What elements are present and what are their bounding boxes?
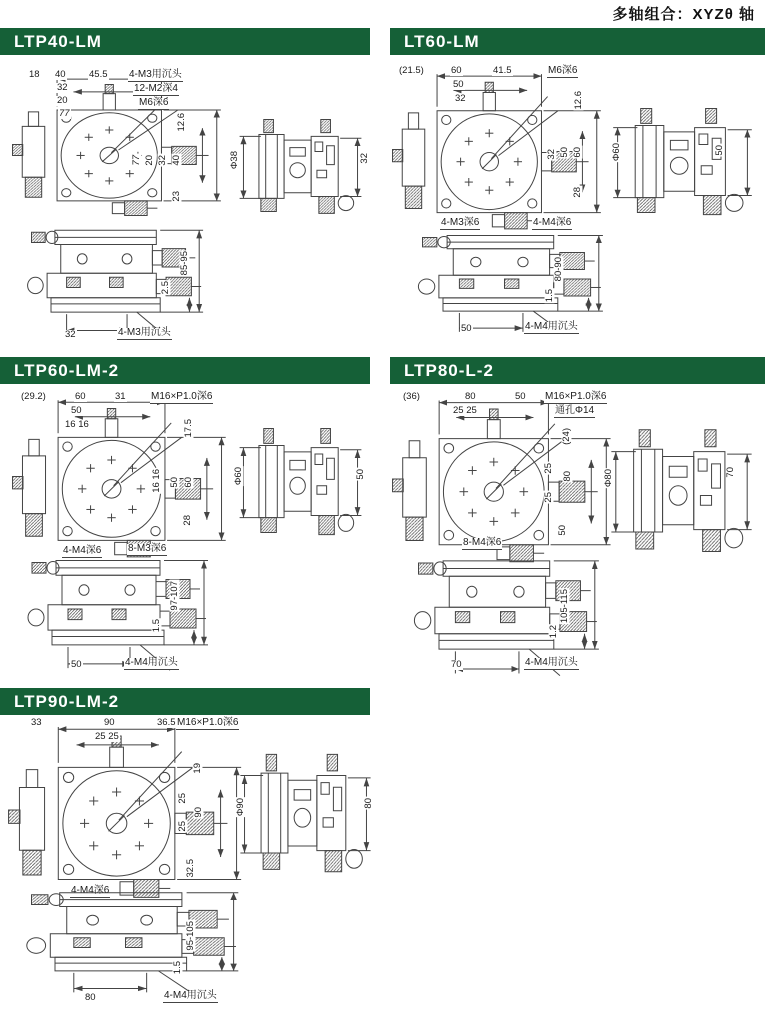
ltp40-front-drawing — [12, 222, 207, 350]
dim-label: 80 — [562, 471, 573, 482]
dim-label: 50 — [71, 405, 82, 416]
ltp80-side-drawing — [598, 420, 765, 560]
dim-label: 32.5 — [185, 859, 196, 878]
dim-label: 80-90 — [553, 257, 564, 282]
dim-label: 32 — [157, 155, 168, 166]
dim-label: 40 — [171, 155, 182, 166]
callout-label: 4-M4深6 — [533, 217, 572, 228]
lt60-side-drawing — [600, 100, 765, 222]
dim-label: 1.5 — [544, 289, 555, 303]
callout-label: 通孔Φ14 — [555, 405, 595, 416]
dim-label: 60 — [75, 391, 86, 402]
callout-label: M6深6 — [139, 97, 169, 108]
dim-label: 36.5 — [157, 717, 176, 728]
dim-label: 25 — [177, 821, 188, 832]
dim-label: 20 — [144, 155, 155, 166]
dim-label: 77 — [59, 108, 70, 119]
lt60-front-view — [402, 228, 607, 346]
ltp40-side-drawing — [228, 112, 373, 220]
ltp40-front-view — [12, 222, 207, 350]
ltp90-side-view — [228, 745, 383, 880]
callout-label: M16×P1.0深6 — [151, 391, 213, 402]
callout-label: 4-M3用沉头 — [129, 69, 182, 80]
dim-label: (24) — [561, 428, 572, 445]
dim-label: 16 16 — [151, 469, 162, 493]
callout-label: 4-M4用沉头 — [525, 321, 578, 332]
callout-label: M6深6 — [548, 65, 578, 76]
dim-label: 70 — [725, 467, 736, 478]
dim-label: 97-107 — [169, 581, 180, 611]
dim-label: 60 — [451, 65, 462, 76]
dim-label: 50 — [355, 469, 366, 480]
dim-label: 45.5 — [89, 69, 108, 80]
dim-label: 40 — [55, 69, 66, 80]
dim-label: 70 — [451, 659, 462, 670]
section-header-ltp40: LTP40-LM — [0, 28, 370, 55]
dim-label: 50 — [461, 323, 472, 334]
dim-label: 25 — [543, 492, 554, 503]
dim-label: 50 — [71, 659, 82, 670]
dim-label: 50 — [453, 79, 464, 90]
dim-label: 60 — [572, 147, 583, 158]
section-header-ltp60: LTP60-LM-2 — [0, 357, 370, 384]
callout-label: 4-M4用沉头 — [164, 990, 217, 1001]
ltp60-front-drawing — [12, 552, 212, 684]
dim-label: 28 — [182, 515, 193, 526]
dim-label: 25 — [543, 463, 554, 474]
dim-label: 90 — [193, 807, 204, 818]
dim-label: 12.6 — [573, 91, 584, 110]
dim-label: 25 25 — [453, 405, 477, 416]
dim-label: 33 — [31, 717, 42, 728]
section-header-lt60: LT60-LM — [390, 28, 765, 55]
ltp90-side-drawing — [228, 745, 383, 880]
section-header-ltp90: LTP90-LM-2 — [0, 688, 370, 715]
dim-label: Φ60 — [611, 143, 622, 162]
ltp90-top-drawing — [8, 718, 248, 903]
ltp60-top-view — [12, 392, 232, 562]
ltp40-top-view — [12, 70, 227, 220]
lt60-top-view — [392, 66, 607, 234]
lt60-side-view — [600, 100, 765, 222]
callout-label: 4-M3深6 — [441, 217, 480, 228]
callout-label: 4-M4深6 — [71, 885, 110, 896]
dim-label: 105-115 — [559, 589, 570, 624]
dim-label: 20 — [57, 95, 68, 106]
dim-label: 25 25 — [95, 731, 119, 742]
callout-label: 8-M3深6 — [128, 543, 167, 554]
dim-label: 50 — [714, 145, 725, 156]
dim-label: 77 — [131, 155, 142, 166]
dim-label: 17.5 — [183, 419, 194, 438]
page-title: 多轴组合：XYZθ 轴 — [612, 6, 755, 23]
ltp80-top-drawing — [392, 392, 617, 567]
callout-label: 4-M3用沉头 — [118, 327, 171, 338]
dim-label: (36) — [403, 391, 420, 402]
callout-label: 4-M4用沉头 — [525, 657, 578, 668]
ltp80-top-view — [392, 392, 617, 567]
dim-label: 1.2 — [548, 625, 559, 639]
dim-label: 1.5 — [151, 619, 162, 633]
dim-label: Φ80 — [603, 469, 614, 488]
dim-label: Φ38 — [229, 151, 240, 170]
ltp90-front-view — [8, 885, 243, 1007]
dim-label: 80 — [465, 391, 476, 402]
callout-label: 4-M4用沉头 — [125, 657, 178, 668]
dim-label: 2.5 — [160, 281, 171, 295]
callout-label: M16×P1.0深6 — [545, 391, 607, 402]
ltp40-top-drawing — [12, 70, 227, 220]
dim-label: 31 — [115, 391, 126, 402]
dim-label: Φ60 — [233, 467, 244, 486]
dim-label: 80 — [85, 992, 96, 1003]
ltp60-side-view — [228, 420, 373, 542]
callout-label: 8-M4深6 — [463, 537, 502, 548]
ltp90-front-drawing — [8, 885, 243, 1007]
dim-label: 16 16 — [65, 419, 89, 430]
dim-label: 32 — [57, 82, 68, 93]
ltp80-side-view — [598, 420, 765, 560]
dim-label: 60 — [183, 477, 194, 488]
dim-label: 95-105 — [185, 921, 196, 951]
dim-label: 28 — [572, 187, 583, 198]
dim-label: 25 — [177, 793, 188, 804]
dim-label: (21.5) — [399, 65, 424, 76]
ltp60-top-drawing — [12, 392, 232, 562]
dim-label: 18 — [29, 69, 40, 80]
dim-label: 32 — [455, 93, 466, 104]
dim-label: 90 — [104, 717, 115, 728]
dim-label: 85-95 — [179, 251, 190, 276]
dim-label: 23 — [171, 191, 182, 202]
dim-label: 1.5 — [172, 961, 183, 975]
dim-label: 80 — [363, 798, 374, 809]
callout-label: 4-M4深6 — [63, 545, 102, 556]
dim-label: 50 — [169, 477, 180, 488]
ltp90-top-view — [8, 718, 248, 903]
ltp40-side-view — [228, 112, 373, 220]
dim-label: 41.5 — [493, 65, 512, 76]
callout-label: M16×P1.0深6 — [177, 717, 239, 728]
dim-label: (29.2) — [21, 391, 46, 402]
dim-label: 50 — [557, 525, 568, 536]
callout-label: 12-M2深4 — [134, 83, 178, 94]
dim-label: Φ90 — [235, 798, 246, 817]
dim-label: 32 — [546, 149, 557, 160]
dim-label: 19 — [192, 763, 203, 774]
dim-label: 50 — [559, 147, 570, 158]
dim-label: 50 — [515, 391, 526, 402]
ltp80-front-view — [398, 552, 603, 690]
dim-label: 12.6 — [176, 113, 187, 132]
section-header-ltp80: LTP80-L-2 — [390, 357, 765, 384]
dim-label: 32 — [359, 153, 370, 164]
ltp60-side-drawing — [228, 420, 373, 542]
ltp60-front-view — [12, 552, 212, 684]
dim-label: 32 — [65, 329, 76, 340]
